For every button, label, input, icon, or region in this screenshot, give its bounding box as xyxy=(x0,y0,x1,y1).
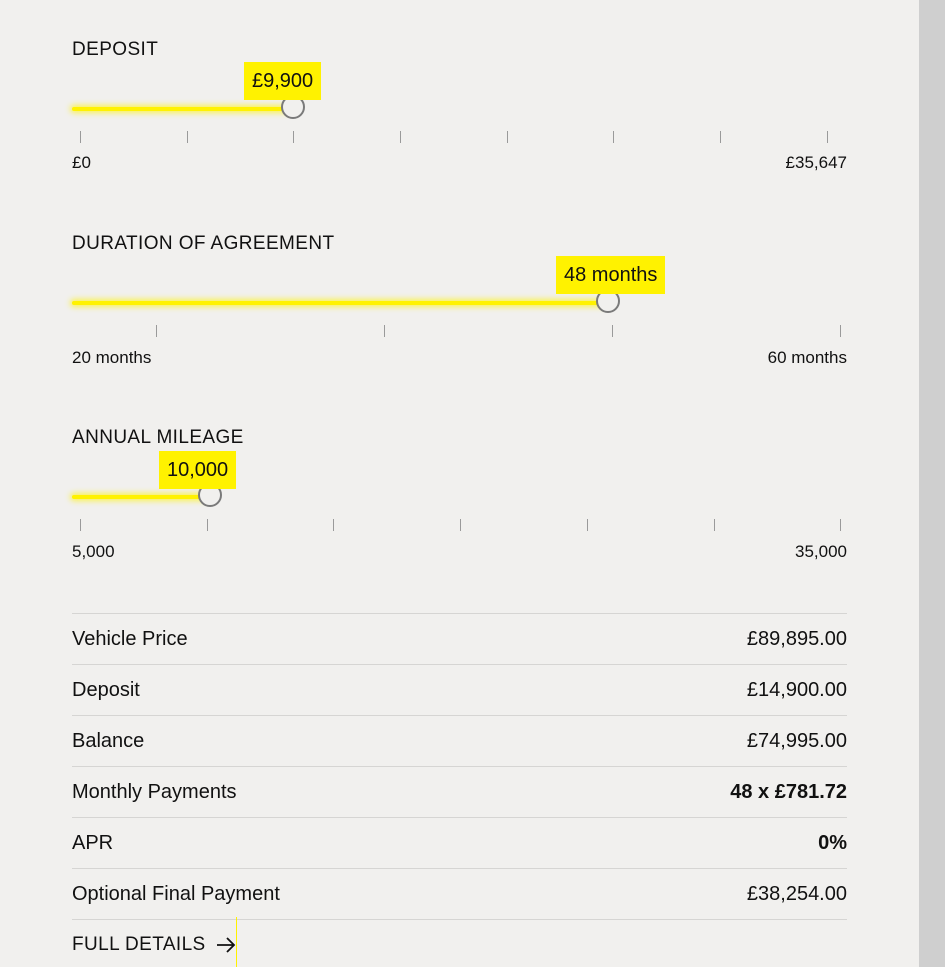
summary-row-apr xyxy=(72,817,847,868)
tick xyxy=(293,131,294,143)
tick xyxy=(400,131,401,143)
tick xyxy=(587,519,588,531)
summary-value: £38,254.00 xyxy=(746,882,847,905)
tick xyxy=(80,519,81,531)
deposit-ticks xyxy=(72,131,847,143)
mileage-slider[interactable] xyxy=(72,495,847,499)
tick xyxy=(333,519,334,531)
scrollbar[interactable] xyxy=(919,0,945,967)
mileage-ticks xyxy=(72,519,847,531)
summary-label: Monthly Payments xyxy=(72,780,237,803)
full-details-link[interactable] xyxy=(72,934,236,956)
duration-ticks xyxy=(72,325,847,337)
arrow-right-icon xyxy=(216,937,236,953)
summary-value: 0% xyxy=(818,831,847,854)
duration-value-bubble: 48 months xyxy=(556,256,665,294)
summary-row-vehicle-price xyxy=(72,613,847,664)
tick xyxy=(720,131,721,143)
summary-divider xyxy=(72,919,847,920)
summary-value: £14,900.00 xyxy=(746,678,847,701)
summary-row-deposit xyxy=(72,664,847,715)
tick xyxy=(840,325,841,337)
summary-label: Vehicle Price xyxy=(72,627,188,650)
summary-label: Deposit xyxy=(72,678,140,701)
deposit-max-label: £35,647 xyxy=(785,153,847,172)
duration-max-label: 60 months xyxy=(767,348,847,367)
tick xyxy=(840,519,841,531)
deposit-min-label: £0 xyxy=(72,153,91,172)
duration-min-label: 20 months xyxy=(72,348,152,367)
summary-value: £74,995.00 xyxy=(746,729,847,752)
mileage-min-label: 5,000 xyxy=(72,542,115,561)
tick xyxy=(827,131,828,143)
tick xyxy=(507,131,508,143)
deposit-slider-fill xyxy=(72,107,293,111)
tick xyxy=(384,325,385,337)
tick xyxy=(460,519,461,531)
tick xyxy=(207,519,208,531)
focus-indicator-line xyxy=(236,917,237,967)
deposit-value-bubble: £9,900 xyxy=(244,62,321,100)
tick xyxy=(156,325,157,337)
mileage-value-bubble: 10,000 xyxy=(159,451,236,489)
tick xyxy=(714,519,715,531)
summary-value: 48 x £781.72 xyxy=(730,780,847,803)
tick xyxy=(80,131,81,143)
deposit-label: DEPOSIT xyxy=(72,39,159,60)
tick xyxy=(187,131,188,143)
summary-value: £89,895.00 xyxy=(746,627,847,650)
summary-row-balance xyxy=(72,715,847,766)
duration-label: DURATION OF AGREEMENT xyxy=(72,233,335,254)
tick xyxy=(612,325,613,337)
duration-slider[interactable] xyxy=(72,301,847,305)
summary-label: Optional Final Payment xyxy=(72,882,280,905)
finance-summary-table xyxy=(72,613,847,920)
summary-label: Balance xyxy=(72,729,145,752)
mileage-max-label: 35,000 xyxy=(795,542,847,561)
duration-slider-fill xyxy=(72,301,608,305)
tick xyxy=(613,131,614,143)
summary-row-optional-final-payment xyxy=(72,868,847,919)
deposit-slider[interactable] xyxy=(72,107,847,111)
summary-row-monthly-payments xyxy=(72,766,847,817)
mileage-label: ANNUAL MILEAGE xyxy=(72,427,244,448)
full-details-label: FULL DETAILS xyxy=(72,934,206,955)
summary-label: APR xyxy=(72,831,114,854)
mileage-slider-fill xyxy=(72,495,210,499)
